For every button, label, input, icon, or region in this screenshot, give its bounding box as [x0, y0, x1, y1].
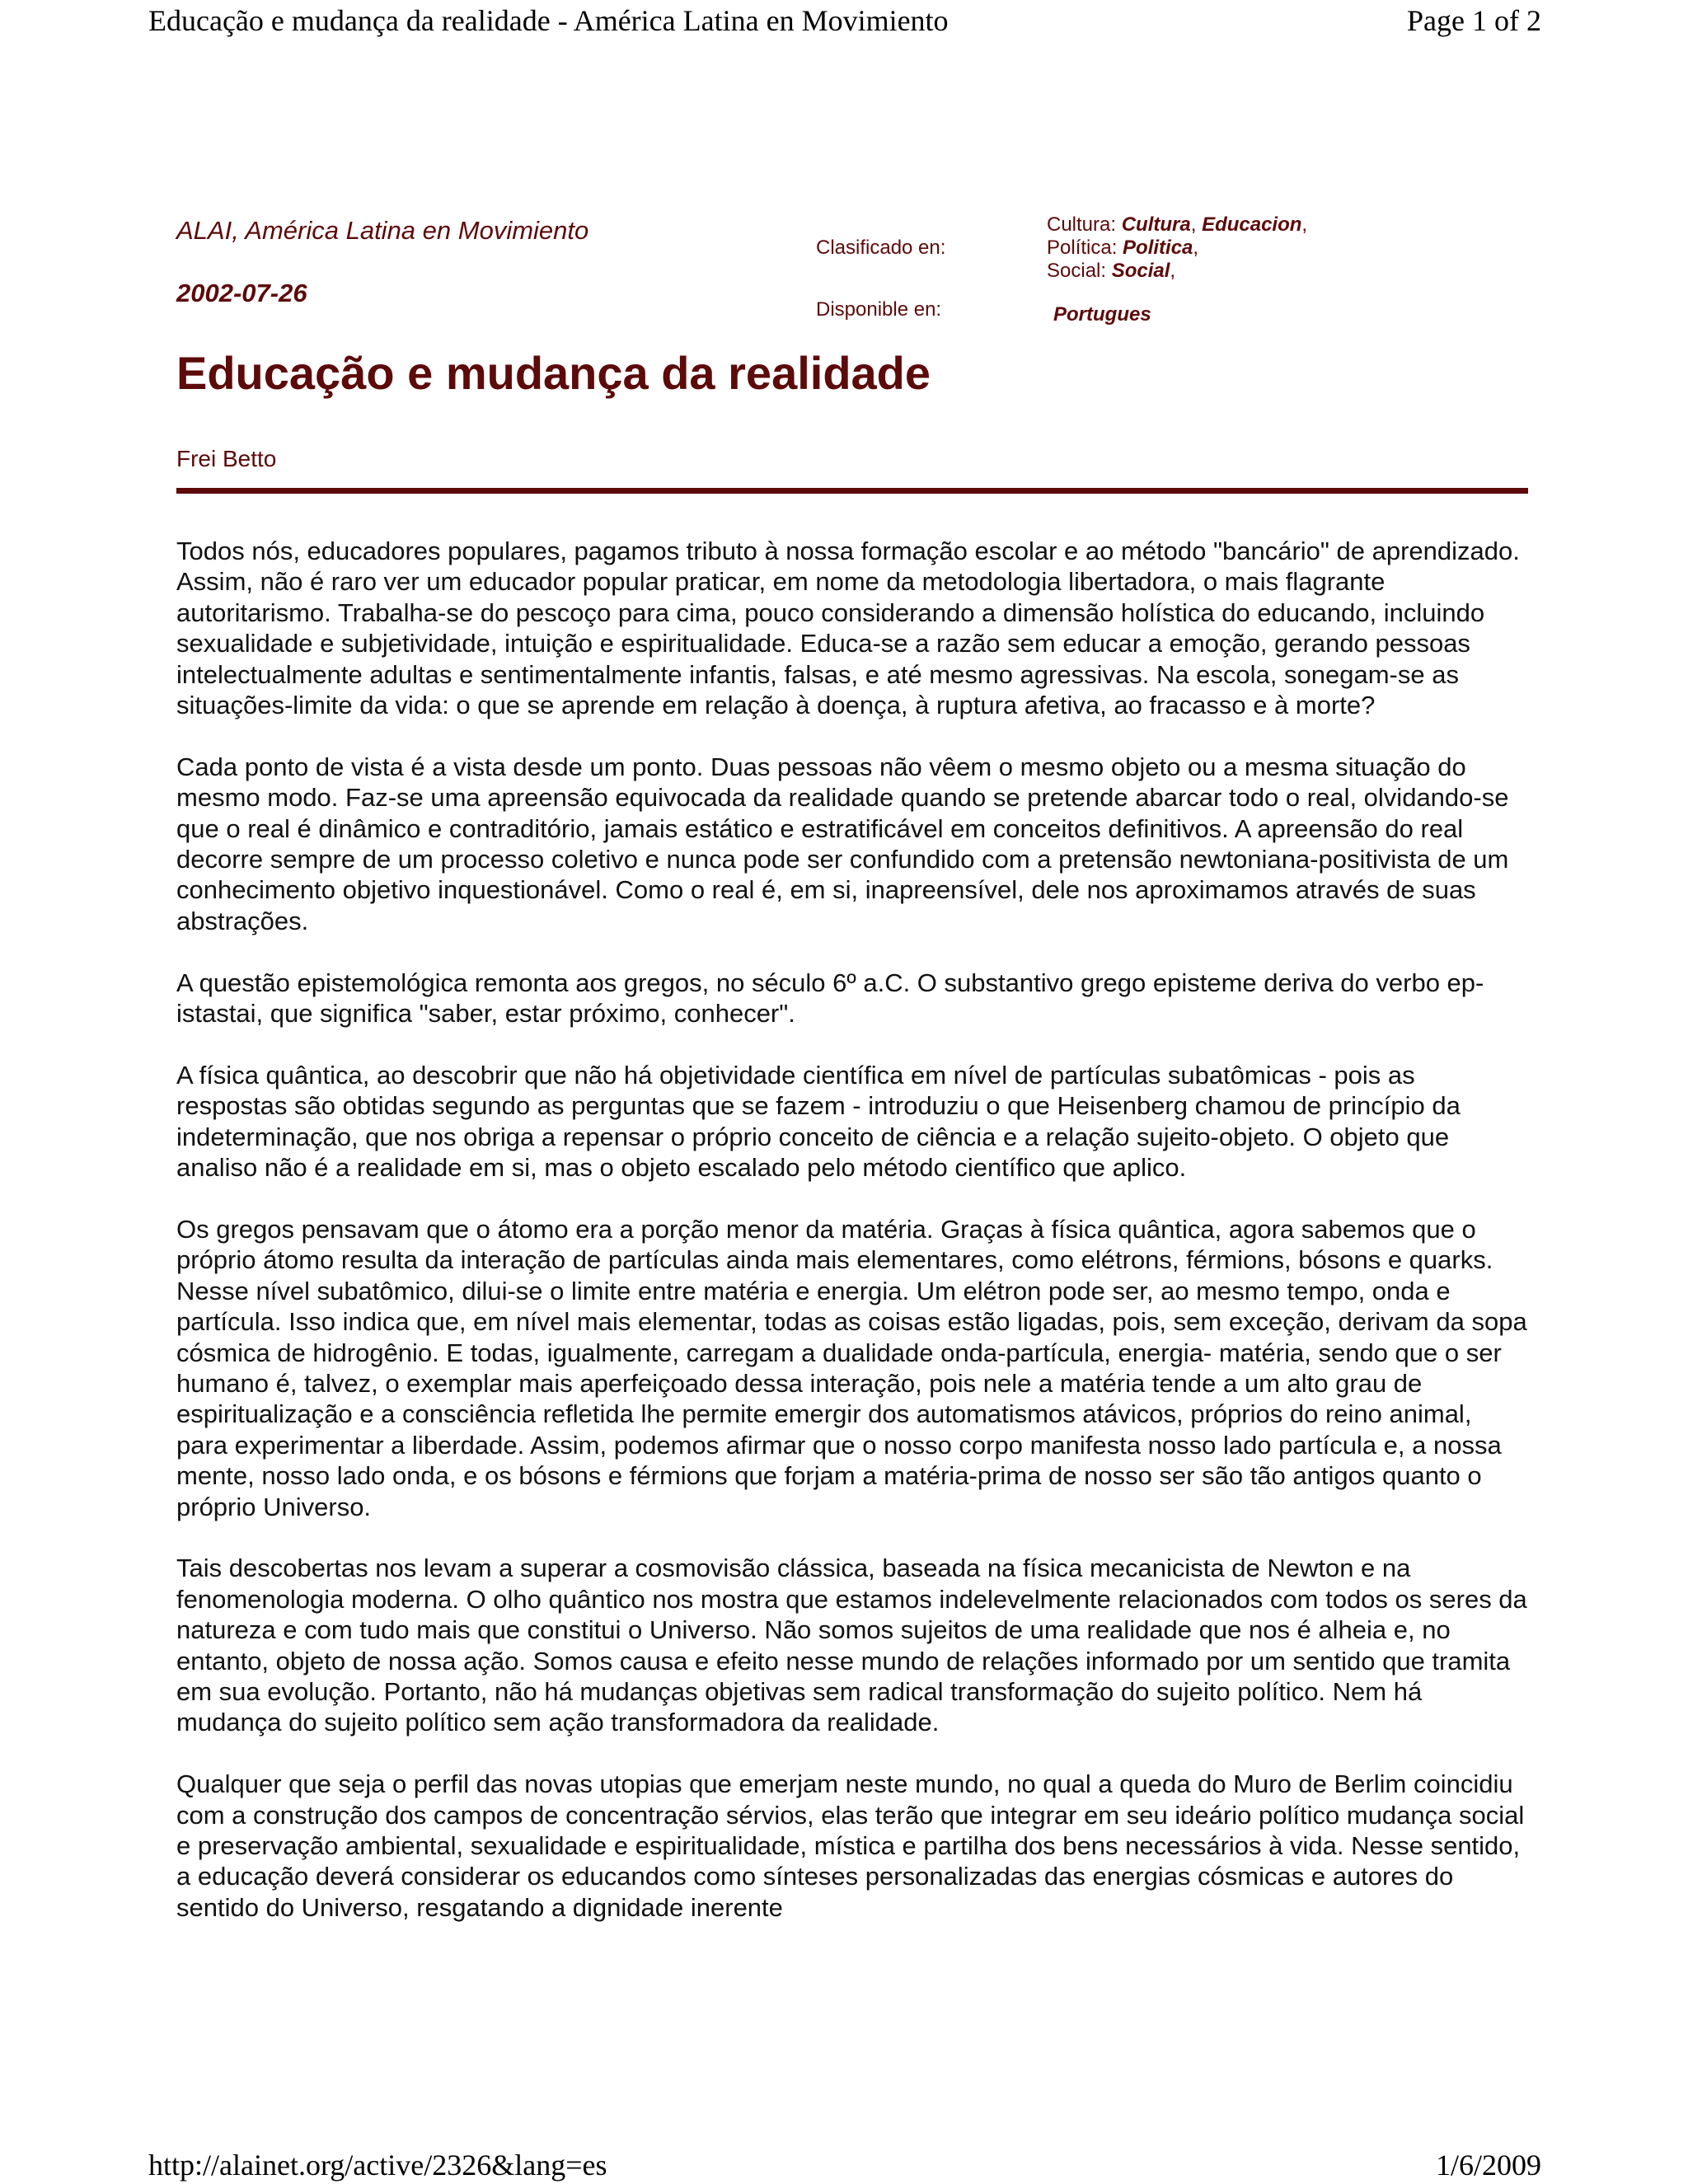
article-body: [176, 536, 1528, 2034]
category-link-politica[interactable]: Politica: [1123, 237, 1193, 259]
article-paragraph: Os gregos pensavam que o átomo era a porção menor da matéria. Graças à física quântica, agora sabemos que o próprio átomo resulta da interação de partículas ainda mais elementares, como elétrons, férmions, bósons e quarks. Nesse nível subatômico, dilui-se o limite entre matéria e energia. Um elétron pode ser, ao mesmo tempo, onda e partícula. Isso indica que, em nível mais elementar, todas as coisas estão ligadas, pois, sem exceção, derivam da sopa cósmica de hidrogênio. E todas, igualmente, carregam a dualidade onda-partícula, energia- matéria, sendo que o ser humano é, talvez, o exemplar mais aperfeiçoado dessa interação, pois nele a matéria tende a um alto grau de espiritualização e a consciência refletida lhe permite emergir dos automatismos atávicos, próprios do reino animal, para experimentar a liberdade. Assim, podemos afirmar que o nosso corpo manifesta nosso lado partícula e, a nossa mente, nosso lado onda, e os bósons e férmions que forjam a matéria-prima de nosso ser são tão antigos quanto o próprio Universo.: [176, 1214, 1527, 1521]
print-date: 1/6/2009: [1435, 2149, 1541, 2182]
source-link[interactable]: ALAI, América Latina en Movimiento: [176, 216, 589, 245]
title-divider: [176, 488, 1528, 494]
article-paragraph: Tais descobertas nos levam a superar a cosmovisão clássica, baseada na física mecanicista de Newton e na fenomenologia moderna. O olho quântico nos mostra que estamos indelevelmente relacionados com todos os seres da natureza e com tudo mais que constitui o Universo. Não somos sujeitos de uma realidade que nos é alheia e, no entanto, objeto de nossa ação. Somos causa e efeito nesse mundo de relações informado por um sentido que tramita em sua evolução. Portanto, não há mudanças objetivas sem radical transformação do sujeito político. Nem há mudança do sujeito político sem ação transformadora da realidade.: [176, 1554, 1527, 1737]
category-group-cultura: Cultura: Cultura, Educacion,: [1047, 213, 1308, 236]
article-paragraph: Cada ponto de vista é a vista desde um ponto. Duas pessoas não vêem o mesmo objeto ou a mesma situação do mesmo modo. Faz-se uma apreensão equivocada da realidade quando se pretende abarcar todo o real, olvidando-se que o real é dinâmico e contraditório, jamais estático e estratificável em conceitos definitivos. A apreensão do real decorre sempre de um processo coletivo e nunca pode ser confundido com a pretensão newtoniana-positivista de um conhecimento objetivo inquestionável. Como o real é, em si, inapreensível, dele nos aproximamos através de suas abstrações.: [176, 752, 1509, 935]
category-group-social: Social: Social,: [1047, 260, 1176, 282]
page-count: Page 1 of 2: [1407, 4, 1541, 37]
article-title: Educação e mudança da realidade: [176, 347, 931, 399]
category-group-label: Política:: [1047, 237, 1118, 259]
article-paragraph: Todos nós, educadores populares, pagamos tributo à nossa formação escolar e ao método "bancário" de aprendizado. Assim, não é raro ver um educador popular praticar, em nome da metodologia libertadora, o mais flagrante autoritarismo. Trabalha-se do pescoço para cima, pouco considerando a dimensão holística do educando, incluindo sexualidade e subjetividade, intuição e espiritualidade. Educa-se a razão sem educar a emoção, gerando pessoas intelectualmente adultas e sentimentalmente infantis, falsas, e até mesmo agressivas. Na escola, sonegam-se as situações-limite da vida: o que se aprende em relação à doença, à ruptura afetiva, ao fracasso e à morte?: [176, 537, 1520, 720]
category-list: [1047, 213, 1307, 283]
category-link-educacion[interactable]: Educacion: [1202, 213, 1302, 236]
article-paragraph: A questão epistemológica remonta aos gregos, no século 6º a.C. O substantivo grego episteme deriva do verbo ep-istastai, que significa "saber, estar próximo, conhecer".: [176, 968, 1484, 1029]
article-author[interactable]: Frei Betto: [176, 446, 277, 471]
print-header-title: Educação e mudança da realidade - América Latina en Movimiento: [148, 4, 949, 37]
page-url: http://alainet.org/active/2326&lang=es: [148, 2149, 607, 2182]
category-link-cultura[interactable]: Cultura: [1121, 213, 1191, 236]
article-paragraph: Qualquer que seja o perfil das novas utopias que emerjam neste mundo, no qual a queda do Muro de Berlim coincidiu com a construção dos campos de concentração sérvios, elas terão que integrar em seu ideário político mudança social e preservação ambiental, sexualidade e espiritualidade, mística e partilha dos bens necessários à vida. Nesse sentido, a educação deverá considerar os educandos como sínteses personalizadas das energias cósmicas e autores do sentido do Universo, resgatando a dignidade inerente: [176, 1769, 1525, 1922]
category-link-social[interactable]: Social: [1111, 260, 1170, 282]
language-link-portugues[interactable]: Portugues: [1053, 303, 1151, 326]
article-paragraph: A física quântica, ao descobrir que não há objetividade científica em nível de partículas subatômicas - pois as respostas são obtidas segundo as perguntas que se fazem - introduziu o que Heisenberg chamou de princípio da indeterminação, que nos obriga a repensar o próprio conceito de ciência e a relação sujeito-objeto. O objeto que analiso não é a realidade em si, mas o objeto escalado pelo método científico que aplico.: [176, 1060, 1461, 1183]
classified-label: Clasificado en:: [816, 237, 946, 259]
print-header: [148, 0, 1541, 41]
category-group-label: Social:: [1047, 260, 1107, 282]
category-group-politica: Política: Politica,: [1047, 237, 1199, 259]
publication-date: 2002-07-26: [176, 279, 307, 307]
category-group-label: Cultura:: [1047, 213, 1117, 236]
available-label: Disponible en:: [816, 298, 942, 321]
print-footer: [148, 2146, 1541, 2184]
